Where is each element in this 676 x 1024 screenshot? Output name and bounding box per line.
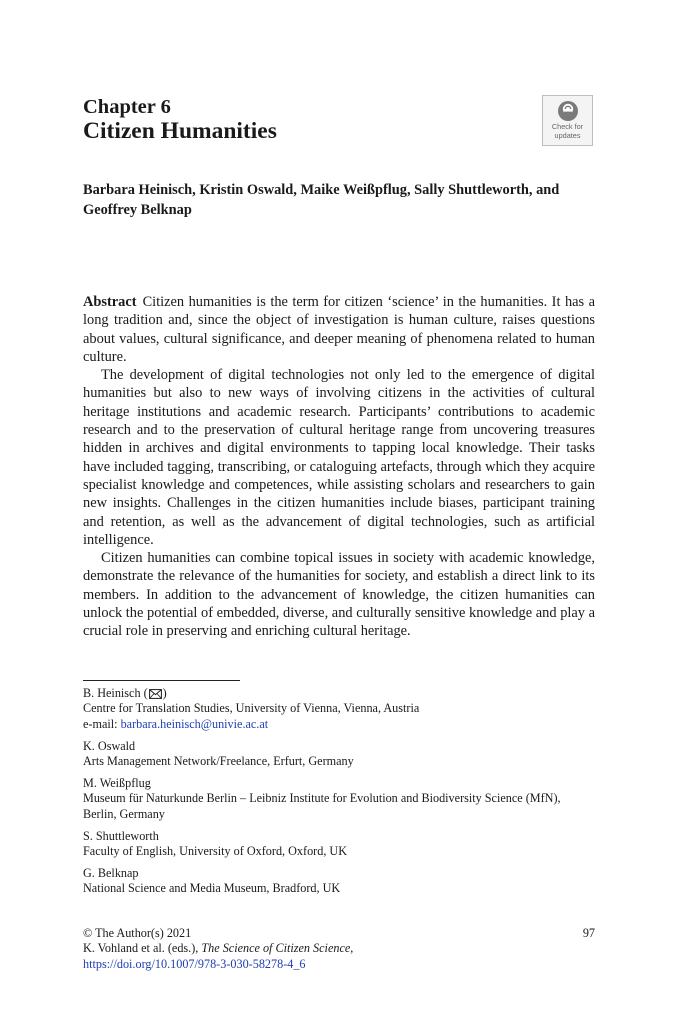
affiliation-item [83,739,595,770]
affiliation-item [83,686,595,732]
abstract-paragraph [83,293,595,366]
chapter-heading [83,96,523,145]
chapter-number: Chapter 6 [83,96,171,118]
abstract-paragraph-text: Citizen humanities is the term for citizen ‘science’ in the humanities. It has a long tradition and, since the object of investigation is human culture, raises questions about values, cultural significance, and deeper meaning of phenomena related to human culture. [83,294,595,365]
author-name: M. Weißpflug [83,776,151,791]
abstract [83,293,595,641]
citation-line [83,941,595,956]
footnote-divider [83,680,240,681]
affiliation-item [83,829,595,860]
citation-suffix: , [350,941,354,956]
author-list: Barbara Heinisch, Kristin Oswald, Maike Weißpflug, Sally Shuttleworth, and Geoffrey Belknap [83,182,560,218]
affiliation-address: Faculty of English, University of Oxford, Oxford, UK [83,844,348,859]
abstract-label: Abstract [83,294,137,310]
affiliations [83,686,595,903]
copyright: © The Author(s) 2021 [83,926,192,940]
email-line [83,717,595,732]
affiliation-address: National Science and Media Museum, Bradford, UK [83,881,341,896]
author-name: G. Belknap [83,866,139,881]
page-footer [83,926,595,972]
affiliation-address: Centre for Translation Studies, University of Vienna, Vienna, Austria [83,701,420,716]
email-label: e-mail: [83,716,118,731]
page-number: 97 [582,926,595,940]
affiliation-address: Arts Management Network/Freelance, Erfurt, Germany [83,754,354,769]
footer-top-row [83,926,595,941]
email-link[interactable]: barbara.heinisch@univie.ac.at [120,716,269,731]
affiliation-item [83,866,595,897]
affiliation-address: Museum für Naturkunde Berlin – Leibniz Institute for Evolution and Biodiversity Science (MfN), Berlin, Germany [83,791,561,821]
abstract-paragraph: The development of digital technologies not only led to the emergence of digital humanities but also to new ways of involving citizens in the activities of cultural heritage institutions and academic research. Participants’ contributions to academic research and to the preservation of cultural heritage range from uncovering treasures hidden in archives and digital environments to tapping local knowledge. Their tasks have included tagging, transcribing, or cataloguing artefacts, through which they acquire specialist knowledge and competences, while assisting scholars and researchers to gain new insights. Challenges in the citizen humanities include biases, participant training and retention, as well as the advancement of digital technologies, such as artificial intelligence. [83,367,595,548]
check-for-updates-badge[interactable] [542,95,593,146]
badge-label-line1: Check for [551,122,584,131]
envelope-icon[interactable] [149,689,162,699]
check-for-updates-icon [557,100,579,122]
citation-prefix: K. Vohland et al. (eds.), [83,941,202,956]
abstract-paragraph: Citizen humanities can combine topical issues in society with academic knowledge, demonstrate the relevance of the humanities for society, and establish a direct link to its members. In addition to the advancement of knowledge, the citizen humanities can unlock the potential of embedded, diverse, and culturally sensitive knowledge and play a crucial role in preserving and enriching cultural heritage. [83,550,595,640]
author-name-line: B. Heinisch ( ) [83,686,167,700]
chapter-title: Citizen Humanities [83,118,277,144]
author-name: K. Oswald [83,738,136,753]
book-title: The Science of Citizen Science [201,941,351,956]
affiliation-item [83,776,595,822]
author-name: S. Shuttleworth [83,828,159,843]
author-name: B. Heinisch [83,686,141,700]
doi-link[interactable]: https://doi.org/10.1007/978-3-030-58278-4_6 [83,956,306,971]
badge-label-line2: updates [554,131,581,140]
